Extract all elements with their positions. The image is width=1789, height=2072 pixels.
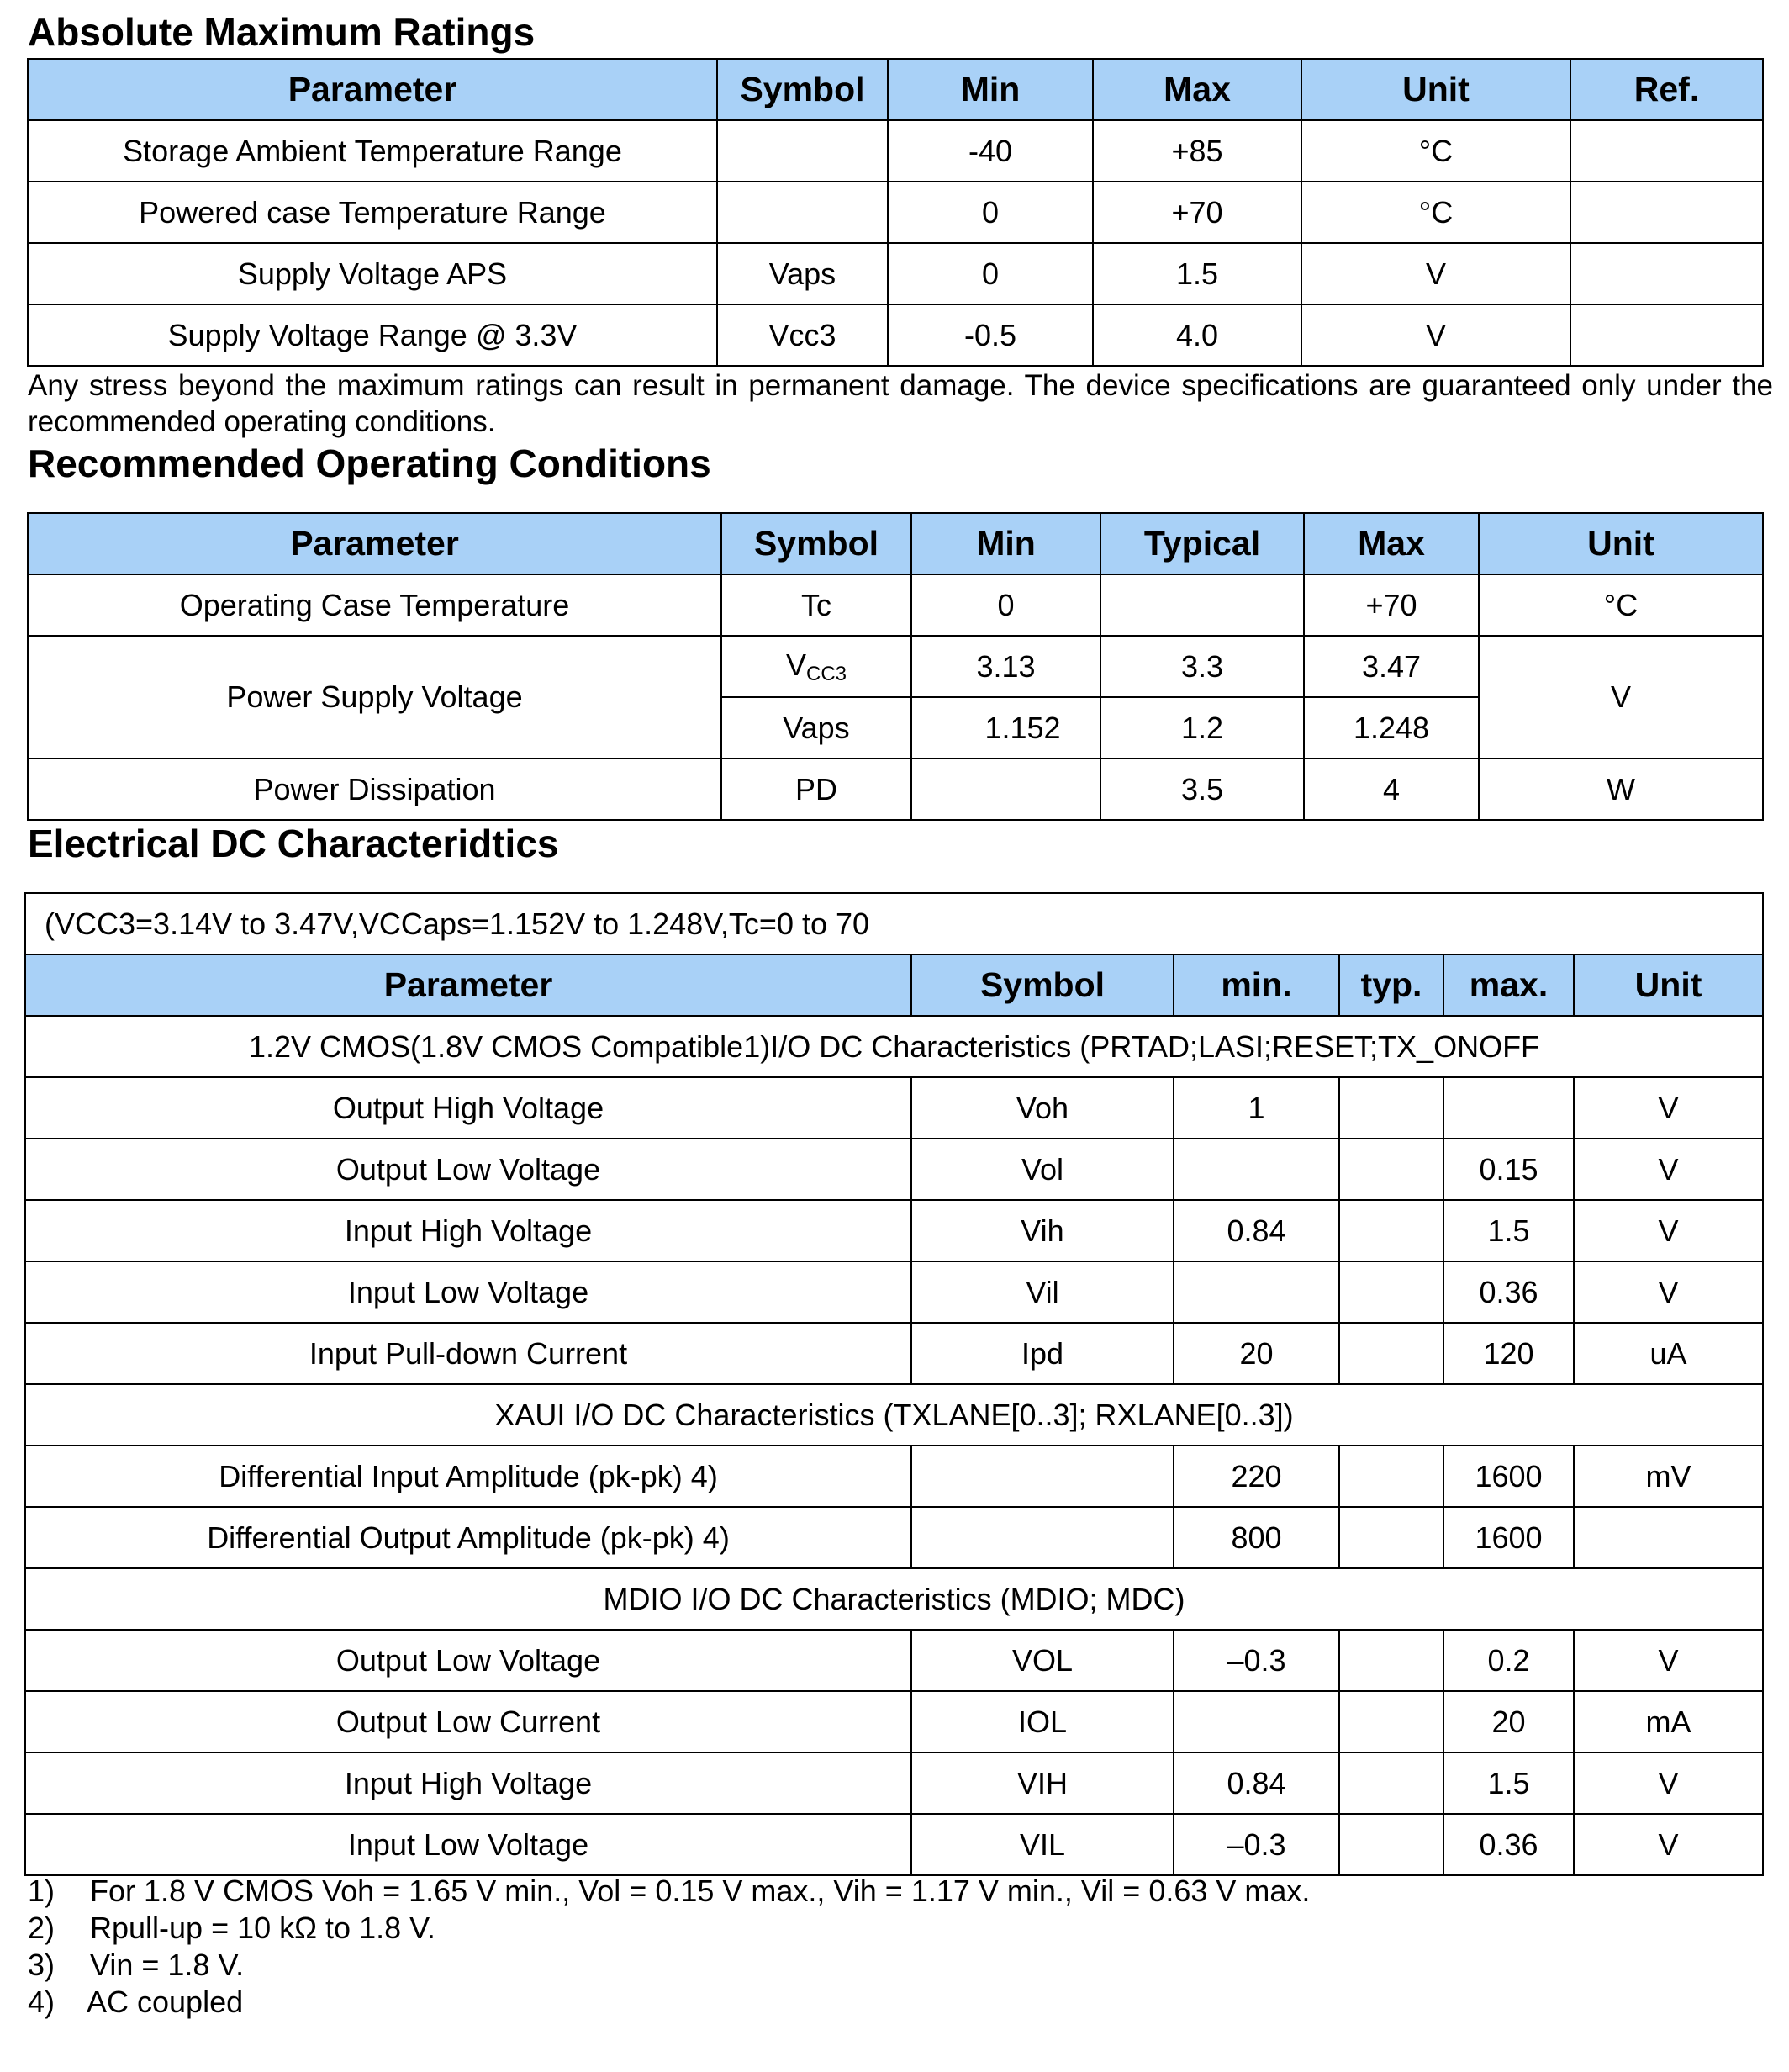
edc-cell-max: 0.36 [1443,1261,1574,1323]
edc-section-title: 1.2V CMOS(1.8V CMOS Compatible1)I/O DC Characteristics (PRTAD;LASI;RESET;TX_ONOFF [25,1016,1763,1077]
roc-header-row [28,513,1763,574]
roc-col-symbol: Symbol [721,513,911,574]
vcc3-symbol-subscript: CC3 [806,662,847,685]
edc-cell-parameter: Input High Voltage [25,1200,911,1261]
roc-cell-symbol [721,636,911,697]
edc-section-title: XAUI I/O DC Characteristics (TXLANE[0..3]; RXLANE[0..3]) [25,1384,1763,1446]
edc-cell-parameter: Differential Output Amplitude (pk-pk) 4) [25,1507,911,1568]
edc-cell-max: 1600 [1443,1507,1574,1568]
footnote-text: For 1.8 V CMOS Voh = 1.65 V min., Vol = 0.15 V max., Vih = 1.17 V min., Vil = 0.63 V max. [90,1874,1311,1908]
edc-cell-typ [1339,1323,1443,1384]
amr-cell-max: +70 [1093,182,1301,243]
edc-cell-unit: V [1574,1200,1763,1261]
edc-col-min: min. [1174,954,1339,1016]
amr-col-max: Max [1093,59,1301,120]
edc-cell-typ [1339,1139,1443,1200]
edc-cell-symbol: VIL [911,1814,1174,1875]
amr-cell-max: 1.5 [1093,243,1301,304]
table-row [28,120,1763,182]
edc-conditions: (VCC3=3.14V to 3.47V,VCCaps=1.152V to 1.248V,Tc=0 to 70 [25,893,1763,954]
edc-cell-symbol: Vil [911,1261,1174,1323]
footnote-number: 2) [28,1911,55,1945]
edc-cell-unit: V [1574,1077,1763,1139]
table-row [25,1507,1763,1568]
roc-cell-typ: 1.2 [1100,697,1304,758]
roc-col-max: Max [1304,513,1479,574]
edc-cell-parameter: Input Low Voltage [25,1261,911,1323]
edc-cell-typ [1339,1691,1443,1752]
edc-cell-parameter: Output High Voltage [25,1077,911,1139]
amr-cell-parameter: Supply Voltage Range @ 3.3V [28,304,717,366]
edc-cell-symbol: VIH [911,1752,1174,1814]
footnote [28,1910,435,1947]
amr-cell-symbol [717,182,888,243]
amr-cell-min: -0.5 [888,304,1093,366]
roc-cell-min: 3.13 [911,636,1100,697]
edc-cell-min [1174,1691,1339,1752]
edc-cell-unit: V [1574,1752,1763,1814]
roc-cell-symbol: PD [721,758,911,820]
footnote-text: Rpull-up = 10 kΩ to 1.8 V. [90,1911,435,1945]
amr-cell-ref [1570,304,1763,366]
amr-cell-unit: V [1301,304,1570,366]
amr-cell-parameter: Powered case Temperature Range [28,182,717,243]
footnote [28,1984,243,2021]
table-row [25,1261,1763,1323]
amr-col-ref: Ref. [1570,59,1763,120]
footnote-number: 4) [28,1985,55,2019]
edc-cell-max: 0.15 [1443,1139,1574,1200]
edc-cell-parameter: Output Low Voltage [25,1630,911,1691]
vcc3-symbol-main: V [785,647,806,682]
roc-cell-typ: 3.5 [1100,758,1304,820]
table-row [25,1323,1763,1384]
amr-cell-min: 0 [888,243,1093,304]
edc-cell-max: 0.36 [1443,1814,1574,1875]
edc-cell-typ [1339,1752,1443,1814]
edc-header-row [25,954,1763,1016]
footnote-text: AC coupled [87,1985,244,2019]
edc-cell-typ [1339,1446,1443,1507]
edc-cell-parameter: Input High Voltage [25,1752,911,1814]
amr-cell-unit: °C [1301,120,1570,182]
amr-cell-parameter: Supply Voltage APS [28,243,717,304]
roc-cell-min: 0 [911,574,1100,636]
edc-title: Electrical DC Characteridtics [28,822,559,865]
edc-cell-max: 1.5 [1443,1200,1574,1261]
footnote-text: Vin = 1.8 V. [90,1948,245,1982]
table-row [25,1200,1763,1261]
roc-cell-symbol: Tc [721,574,911,636]
amr-header-row [28,59,1763,120]
edc-cell-max: 0.2 [1443,1630,1574,1691]
edc-cell-parameter: Input Low Voltage [25,1814,911,1875]
edc-cell-min [1174,1261,1339,1323]
amr-col-parameter: Parameter [28,59,717,120]
table-row [25,1630,1763,1691]
amr-table [27,58,1764,367]
roc-col-unit: Unit [1479,513,1763,574]
amr-note: Any stress beyond the maximum ratings can result in permanent damage. The device specifications are guaranteed only under the recommended operating conditions. [28,369,1773,438]
edc-cell-symbol [911,1446,1174,1507]
edc-cell-typ [1339,1507,1443,1568]
roc-cell-max: 3.47 [1304,636,1479,697]
edc-condition-row [25,893,1763,954]
table-row [25,1752,1763,1814]
edc-cell-typ [1339,1630,1443,1691]
edc-cell-unit: V [1574,1814,1763,1875]
edc-cell-unit: mA [1574,1691,1763,1752]
edc-cell-symbol: Voh [911,1077,1174,1139]
roc-cell-max: 1.248 [1304,697,1479,758]
edc-cell-max: 1.5 [1443,1752,1574,1814]
edc-cell-parameter: Differential Input Amplitude (pk-pk) 4) [25,1446,911,1507]
edc-section-title: MDIO I/O DC Characteristics (MDIO; MDC) [25,1568,1763,1630]
edc-cell-min: 0.84 [1174,1200,1339,1261]
amr-col-min: Min [888,59,1093,120]
amr-col-symbol: Symbol [717,59,888,120]
edc-section-cmos [25,1016,1763,1077]
roc-cell-typ [1100,574,1304,636]
edc-table [24,892,1764,1876]
edc-cell-symbol: Vih [911,1200,1174,1261]
edc-section-xaui [25,1384,1763,1446]
edc-col-typ: typ. [1339,954,1443,1016]
roc-cell-symbol: Vaps [721,697,911,758]
edc-col-parameter: Parameter [25,954,911,1016]
roc-col-min: Min [911,513,1100,574]
roc-cell-min: 1.152 [911,697,1100,758]
roc-cell-max: +70 [1304,574,1479,636]
edc-col-symbol: Symbol [911,954,1174,1016]
amr-cell-symbol: Vaps [717,243,888,304]
edc-cell-unit: uA [1574,1323,1763,1384]
footnote-number: 3) [28,1948,55,1982]
amr-cell-min: -40 [888,120,1093,182]
edc-cell-symbol: Vol [911,1139,1174,1200]
amr-cell-symbol [717,120,888,182]
edc-col-max: max. [1443,954,1574,1016]
edc-cell-typ [1339,1077,1443,1139]
roc-col-typical: Typical [1100,513,1304,574]
table-row [25,1446,1763,1507]
table-row [28,574,1763,636]
edc-cell-symbol [911,1507,1174,1568]
edc-cell-symbol: VOL [911,1630,1174,1691]
edc-cell-unit: V [1574,1139,1763,1200]
table-row [28,758,1763,820]
edc-cell-max [1443,1077,1574,1139]
edc-cell-typ [1339,1200,1443,1261]
table-row [28,636,1763,697]
amr-title: Absolute Maximum Ratings [28,10,536,54]
edc-cell-min: –0.3 [1174,1630,1339,1691]
edc-cell-min: 0.84 [1174,1752,1339,1814]
table-row [28,304,1763,366]
roc-cell-unit: °C [1479,574,1763,636]
edc-cell-unit [1574,1507,1763,1568]
edc-section-mdio [25,1568,1763,1630]
roc-cell-unit: W [1479,758,1763,820]
footnote [28,1947,244,1984]
table-row [28,243,1763,304]
edc-cell-max: 120 [1443,1323,1574,1384]
edc-cell-unit: mV [1574,1446,1763,1507]
edc-cell-max: 1600 [1443,1446,1574,1507]
edc-cell-min: 800 [1174,1507,1339,1568]
amr-cell-unit: °C [1301,182,1570,243]
amr-cell-symbol: Vcc3 [717,304,888,366]
roc-col-parameter: Parameter [28,513,721,574]
edc-cell-parameter: Input Pull-down Current [25,1323,911,1384]
roc-cell-parameter: Power Supply Voltage [28,636,721,758]
edc-cell-parameter: Output Low Voltage [25,1139,911,1200]
roc-table [27,512,1764,821]
roc-cell-min [911,758,1100,820]
amr-cell-parameter: Storage Ambient Temperature Range [28,120,717,182]
footnote-number: 1) [28,1874,55,1908]
amr-cell-max: 4.0 [1093,304,1301,366]
edc-cell-min: –0.3 [1174,1814,1339,1875]
edc-cell-min: 20 [1174,1323,1339,1384]
edc-cell-min: 1 [1174,1077,1339,1139]
roc-cell-typ: 3.3 [1100,636,1304,697]
roc-cell-unit: V [1479,636,1763,758]
edc-cell-typ [1339,1261,1443,1323]
amr-cell-ref [1570,182,1763,243]
footnote [28,1873,1310,1910]
amr-cell-max: +85 [1093,120,1301,182]
edc-cell-min: 220 [1174,1446,1339,1507]
edc-col-unit: Unit [1574,954,1763,1016]
table-row [25,1077,1763,1139]
amr-cell-unit: V [1301,243,1570,304]
table-row [25,1814,1763,1875]
amr-cell-ref [1570,120,1763,182]
edc-cell-min [1174,1139,1339,1200]
edc-cell-symbol: Ipd [911,1323,1174,1384]
edc-cell-symbol: IOL [911,1691,1174,1752]
amr-cell-min: 0 [888,182,1093,243]
edc-cell-unit: V [1574,1261,1763,1323]
roc-title: Recommended Operating Conditions [28,441,711,485]
table-row [28,182,1763,243]
edc-cell-typ [1339,1814,1443,1875]
table-row [25,1139,1763,1200]
amr-col-unit: Unit [1301,59,1570,120]
amr-cell-ref [1570,243,1763,304]
roc-cell-max: 4 [1304,758,1479,820]
table-row [25,1691,1763,1752]
edc-cell-parameter: Output Low Current [25,1691,911,1752]
edc-cell-max: 20 [1443,1691,1574,1752]
roc-cell-parameter: Operating Case Temperature [28,574,721,636]
edc-cell-unit: V [1574,1630,1763,1691]
roc-cell-parameter: Power Dissipation [28,758,721,820]
